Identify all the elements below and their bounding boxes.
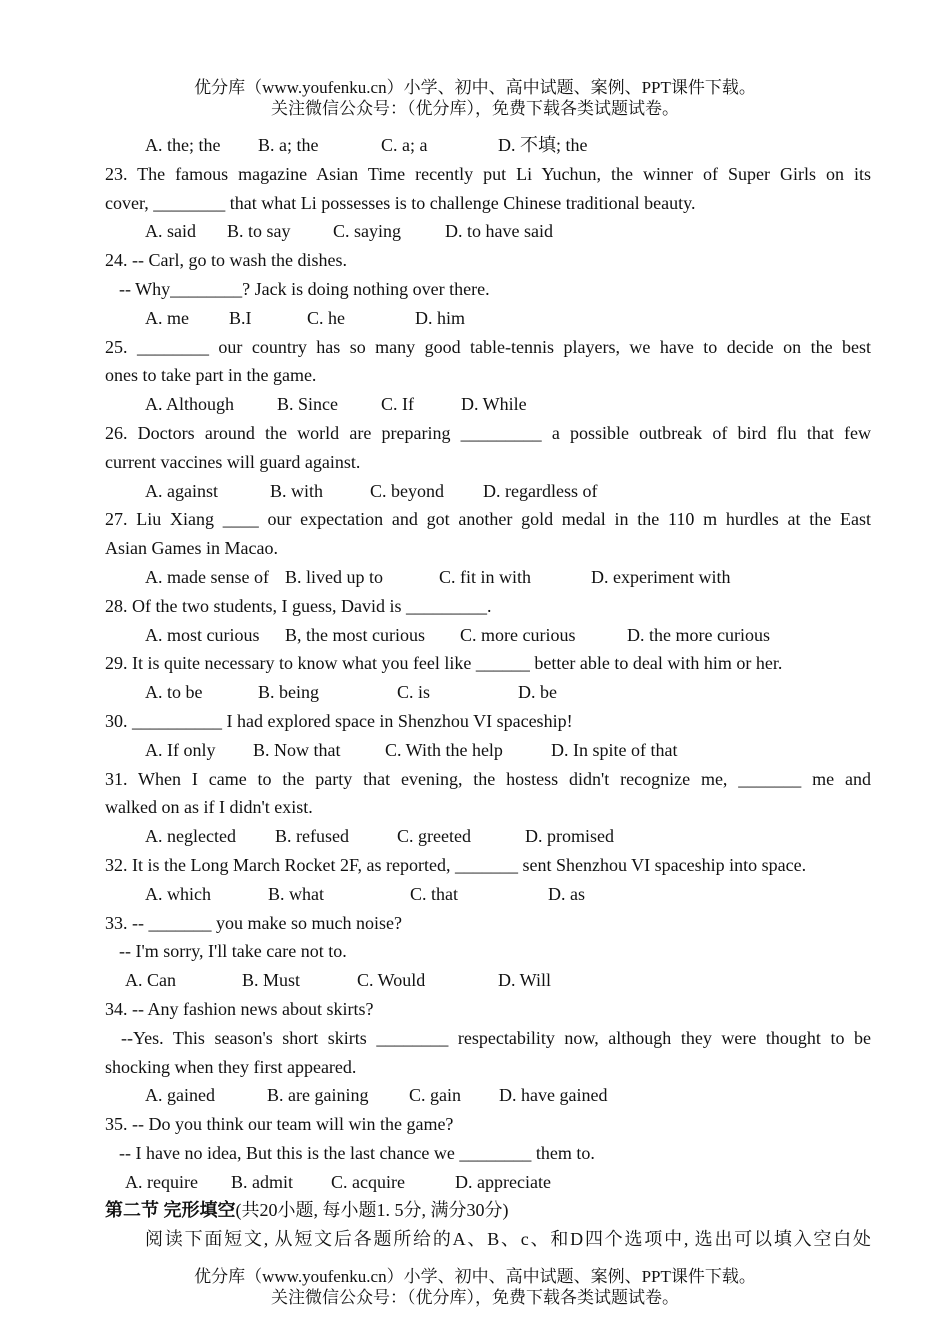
question-options: [105, 1081, 871, 1110]
question-text: 25. ________ our country has so many good table-tennis players, we have to decide on the best: [105, 336, 871, 357]
option-c: C. Would: [357, 970, 426, 991]
question-text: walked on as if I didn't exist.: [105, 797, 313, 818]
question-text: cover, ________ that what Li possesses is to challenge Chinese traditional beauty.: [105, 192, 696, 213]
question-text: shocking when they first appeared.: [105, 1056, 357, 1077]
question-options: [105, 736, 871, 765]
option-b: B. refused: [275, 826, 349, 847]
section-title: 第二节 完形填空: [105, 1200, 236, 1221]
option-b: B. with: [270, 480, 324, 501]
option-c: C. beyond: [370, 480, 444, 501]
option-a: A. said: [145, 221, 196, 242]
option-b: B. what: [268, 883, 324, 904]
option-b: B. are gaining: [267, 1085, 369, 1106]
question-options: [105, 1168, 871, 1197]
question-25: [105, 333, 871, 419]
option-d: D. experiment with: [591, 566, 731, 587]
question-30: [105, 707, 871, 765]
option-d: D. be: [518, 682, 557, 703]
question-28: [105, 592, 871, 650]
section-subtitle: (共20小题, 每小题1. 5分, 满分30分): [235, 1200, 509, 1221]
page-footer: [0, 1266, 950, 1308]
option-d: D. regardless of: [483, 480, 598, 501]
option-a: A. against: [145, 480, 218, 501]
question-text: -- Why________? Jack is doing nothing over there.: [119, 278, 490, 299]
option-a: A. require: [125, 1171, 198, 1192]
question-text: current vaccines will guard against.: [105, 451, 361, 472]
question-text: Asian Games in Macao.: [105, 538, 278, 559]
question-text: 27. Liu Xiang ____ our expectation and got another gold medal in the 110 m hurdles at the East: [105, 509, 871, 530]
option-c: C. greeted: [397, 826, 471, 847]
header-line-1: 优分库（www.youfenku.cn）小学、初中、高中试题、案例、PPT课件下载。: [194, 78, 756, 97]
question-text: -- I have no idea, But this is the last chance we ________ them to.: [119, 1142, 595, 1163]
option-c: C. gain: [409, 1085, 461, 1106]
option-b: B. being: [258, 682, 319, 703]
question-text: ones to take part in the game.: [105, 365, 317, 386]
option-c: C. With the help: [385, 739, 503, 760]
q22-options: [105, 131, 871, 160]
section-heading: [105, 1196, 871, 1225]
option-a: A. Although: [145, 394, 235, 415]
question-text: 34. -- Any fashion news about skirts?: [105, 998, 374, 1019]
option-c: C. more curious: [460, 624, 576, 645]
option-b: B. Must: [242, 970, 301, 991]
question-text: 30. __________ I had explored space in Shenzhou VI spaceship!: [105, 710, 573, 731]
option-b: B.I: [229, 307, 252, 328]
question-options: [105, 563, 871, 592]
question-text: 32. It is the Long March Rocket 2F, as reported, _______ sent Shenzhou VI spaceship into space.: [105, 854, 807, 875]
question-options: [105, 304, 871, 333]
q22-option-b: B. a; the: [258, 135, 319, 155]
question-text: --Yes. This season's short skirts ________ respectability now, although they were thought to be: [121, 1027, 871, 1048]
option-d: D. Will: [498, 970, 551, 991]
option-b: B. Since: [277, 394, 338, 415]
q22-option-d: D. 不填; the: [498, 135, 588, 155]
footer-line-2: 关注微信公众号：（优分库），免费下载各类试题试卷。: [271, 1288, 679, 1307]
option-a: A. most curious: [145, 624, 260, 645]
question-options: [105, 477, 871, 506]
question-text: 26. Doctors around the world are preparing _________ a possible outbreak of bird flu that few: [105, 422, 871, 443]
question-options: [105, 822, 871, 851]
option-d: D. as: [548, 883, 585, 904]
question-31: [105, 765, 871, 851]
question-35: [105, 1110, 871, 1196]
option-d: D. to have said: [445, 221, 553, 242]
q22-option-a: A. the; the: [145, 135, 221, 155]
question-options: [105, 678, 871, 707]
option-a: A. gained: [145, 1085, 215, 1106]
option-b: B, the most curious: [285, 624, 425, 645]
option-b: B. to say: [227, 221, 291, 242]
option-d: D. In spite of that: [551, 739, 678, 760]
option-b: B. admit: [231, 1171, 293, 1192]
q22-option-c: C. a; a: [381, 135, 428, 155]
option-a: A. neglected: [145, 826, 236, 847]
question-options: [105, 880, 871, 909]
question-32: [105, 851, 871, 909]
option-c: C. he: [307, 307, 345, 328]
exam-content: [105, 131, 871, 1254]
option-d: D. appreciate: [455, 1171, 551, 1192]
option-a: A. made sense of: [145, 566, 269, 587]
question-text: 31. When I came to the party that evening, the hostess didn't recognize me, _______ me and: [105, 768, 871, 789]
question-33: [105, 909, 871, 995]
option-d: D. While: [461, 394, 527, 415]
question-options: [105, 966, 871, 995]
question-options: [105, 390, 871, 419]
question-34: [105, 995, 871, 1110]
option-d: D. have gained: [499, 1085, 608, 1106]
question-26: [105, 419, 871, 505]
option-a: A. me: [145, 307, 189, 328]
question-text: 29. It is quite necessary to know what you feel like ______ better able to deal with him or her.: [105, 653, 783, 674]
option-b: B. lived up to: [285, 566, 383, 587]
question-text: 33. -- _______ you make so much noise?: [105, 912, 402, 933]
option-c: C. that: [410, 883, 458, 904]
option-c: C. acquire: [331, 1171, 405, 1192]
option-d: D. him: [415, 307, 466, 328]
question-24: [105, 246, 871, 332]
option-d: D. promised: [525, 826, 614, 847]
question-text: 28. Of the two students, I guess, David is _________.: [105, 595, 492, 616]
footer-line-1: 优分库（www.youfenku.cn）小学、初中、高中试题、案例、PPT课件下载。: [194, 1267, 756, 1286]
question-text: 35. -- Do you think our team will win the game?: [105, 1114, 454, 1135]
question-29: [105, 649, 871, 707]
option-b: B. Now that: [253, 739, 341, 760]
question-options: [105, 217, 871, 246]
page-header: [0, 77, 950, 119]
option-a: A. If only: [145, 739, 216, 760]
option-d: D. the more curious: [627, 624, 770, 645]
question-text: -- I'm sorry, I'll take care not to.: [119, 941, 347, 962]
question-text: 24. -- Carl, go to wash the dishes.: [105, 250, 347, 271]
option-a: A. which: [145, 883, 211, 904]
option-c: C. is: [397, 682, 431, 703]
option-c: C. saying: [333, 221, 402, 242]
header-line-2: 关注微信公众号：（优分库），免费下载各类试题试卷。: [271, 99, 679, 118]
section-instruction: 阅读下面短文, 从短文后各题所给的A、B、c、和D四个选项中, 选出可以填入空白处: [145, 1229, 871, 1250]
question-23: [105, 160, 871, 246]
option-a: A. to be: [145, 682, 203, 703]
option-c: C. fit in with: [439, 566, 532, 587]
question-27: [105, 505, 871, 591]
question-text: 23. The famous magazine Asian Time recently put Li Yuchun, the winner of Super Girls on its: [105, 163, 871, 184]
question-options: [105, 621, 871, 650]
option-c: C. If: [381, 394, 414, 415]
option-a: A. Can: [125, 970, 176, 991]
